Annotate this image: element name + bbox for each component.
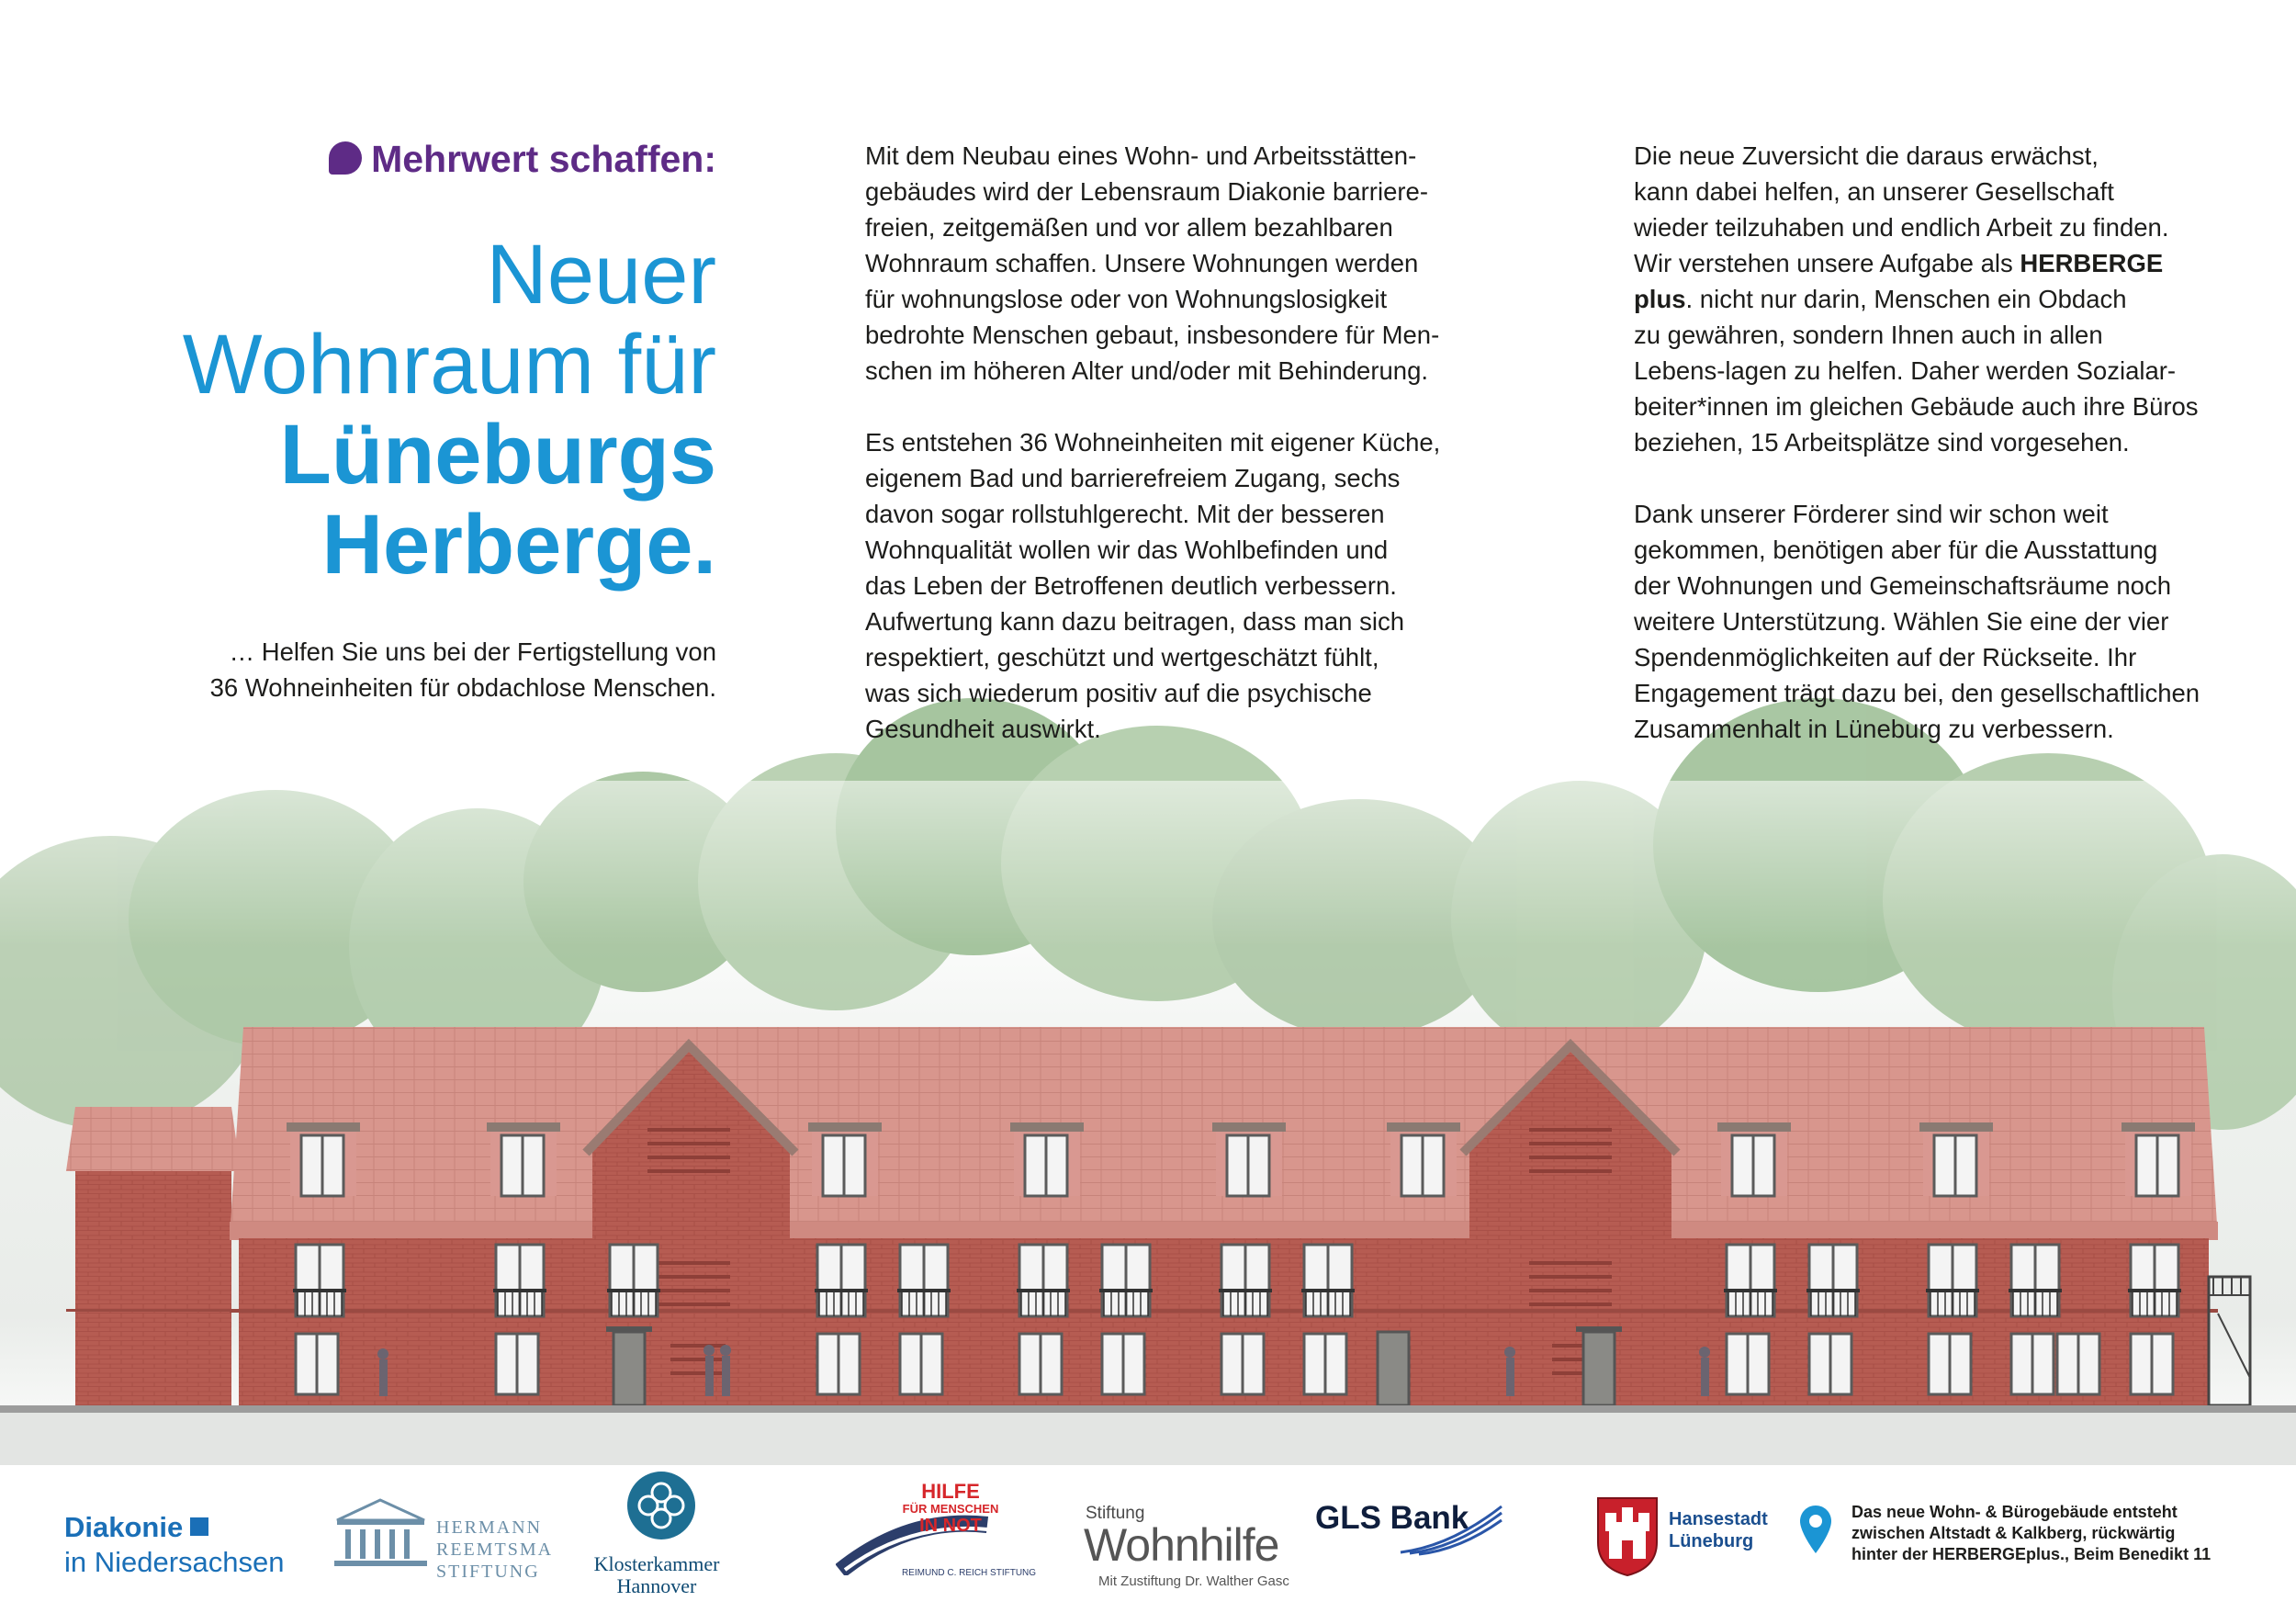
paragraph: Die neue Zuversicht die daraus erwächst, kann dabei helfen, an unserer Gesellschaft wieder teilzuhaben und endlich Arbeit zu finden. Wir verstehen unsere Aufgabe als HERBERGE plus. nicht nur darin, Menschen ein Obdach zu gewähren, sondern Ihnen auch in allen Lebens-lagen zu helfen. Daher werden Sozialar- beiter*innen im gleichen Gebäude auch ihre Büros beziehen, 15 Arbeitsplätze sind vorgesehen. — [1634, 141, 2199, 457]
subline: … Helfen Sie uns bei der Fertigstellung von 36 Wohneinheiten für obdachlose Menschen. — [209, 637, 716, 702]
klosterkammer-emblem-icon — [626, 1471, 696, 1540]
emphasis: plus — [1634, 285, 1686, 313]
location-pin-icon — [1798, 1504, 1833, 1555]
location-note: Das neue Wohn- & Bürogebäude entsteht zwischen Altstadt & Kalkberg, rückwärtig hinter der HERBERGEplus., Beim Benedikt 11 — [1851, 1503, 2212, 1563]
lueneburg-logo-text: Lüneburg — [1669, 1531, 1754, 1551]
speech-bubble-icon — [329, 141, 362, 175]
emphasis: HERBERGE — [2020, 249, 2164, 277]
lueneburg-coat-of-arms-icon — [1596, 1496, 1659, 1577]
headline-line: Neuer — [486, 228, 716, 321]
body-column-middle — [865, 138, 1490, 783]
lueneburg-logo-text: Hansestadt — [1669, 1509, 1768, 1529]
hilfe-logo-subtitle: REIMUND C. REICH STIFTUNG — [901, 1568, 1037, 1578]
headline-line: Lüneburgs — [279, 408, 716, 502]
sponsor-footer — [0, 1465, 2296, 1624]
wohnhilfe-logo-text: Wohnhilfe — [1084, 1519, 1279, 1571]
paragraph: Es entstehen 36 Wohneinheiten mit eigener Küche, eigenem Bad und barrierefreiem Zugang, sechs davon sogar rollstuhlgerecht. Mit der besseren Wohnqualität wollen wir das Wohlbefinden und das Leben der Betroffenen deutlich verbessern. Aufwertung kann dazu beitragen, dass man sich respektiert, geschützt und wertgeschätzt fühlt, was sich wiederum positiv auf die psychische Gesundheit auswirkt. — [865, 428, 1441, 743]
cross-icon — [190, 1517, 208, 1536]
reemtsma-logo-text: HERMANN REEMTSMA STIFTUNG — [436, 1517, 554, 1582]
gls-bank-logo: GLS Bank — [1315, 1500, 1469, 1536]
paragraph: Mit dem Neubau eines Wohn- und Arbeitsstätten- gebäudes wird der Lebensraum Diakonie barriere- freien, zeitgemäßen und vor allem bezahlbaren Wohnraum schaffen. Unsere Wohnungen werden für wohnungslose oder von Wohnungslosigkeit bedrohte Menschen gebaut, insbesondere für Men- schen im höheren Alter und/oder mit Behinderung. — [865, 141, 1440, 385]
klosterkammer-logo-text: Klosterkammer Hannover — [593, 1552, 720, 1597]
headline-line: Herberge. — [321, 498, 716, 592]
wohnhilfe-logo-subtitle: Mit Zustiftung Dr. Walther Gasc — [1098, 1573, 1289, 1589]
wohnhilfe-logo-label: Stiftung — [1086, 1504, 1145, 1523]
gls-swoosh-icon — [1396, 1502, 1506, 1557]
headline-line: Wohnraum für — [182, 318, 716, 412]
kicker-heading: Mehrwert schaffen: — [303, 138, 716, 181]
hilfe-logo-text: HILFE FÜR MENSCHEN IN NOT — [902, 1480, 999, 1536]
page-title — [138, 230, 716, 590]
paragraph: Dank unserer Förderer sind wir schon weit gekommen, benötigen aber für die Ausstattung der Wohnungen und Gemeinschaftsräume noch weitere Unterstützung. Wählen Sie eine der vier Spendenmöglichkeiten auf der Rückseite. Ihr Engagement trägt dazu bei, den gesellschaftlichen Zusammenhalt in Lüneburg zu verbessern. — [1634, 500, 2200, 743]
diakonie-logo-subtitle: in Niedersachsen — [64, 1546, 285, 1578]
diakonie-logo: Diakonie — [64, 1511, 208, 1544]
temple-icon — [332, 1493, 429, 1575]
body-column-right — [1634, 138, 2258, 783]
